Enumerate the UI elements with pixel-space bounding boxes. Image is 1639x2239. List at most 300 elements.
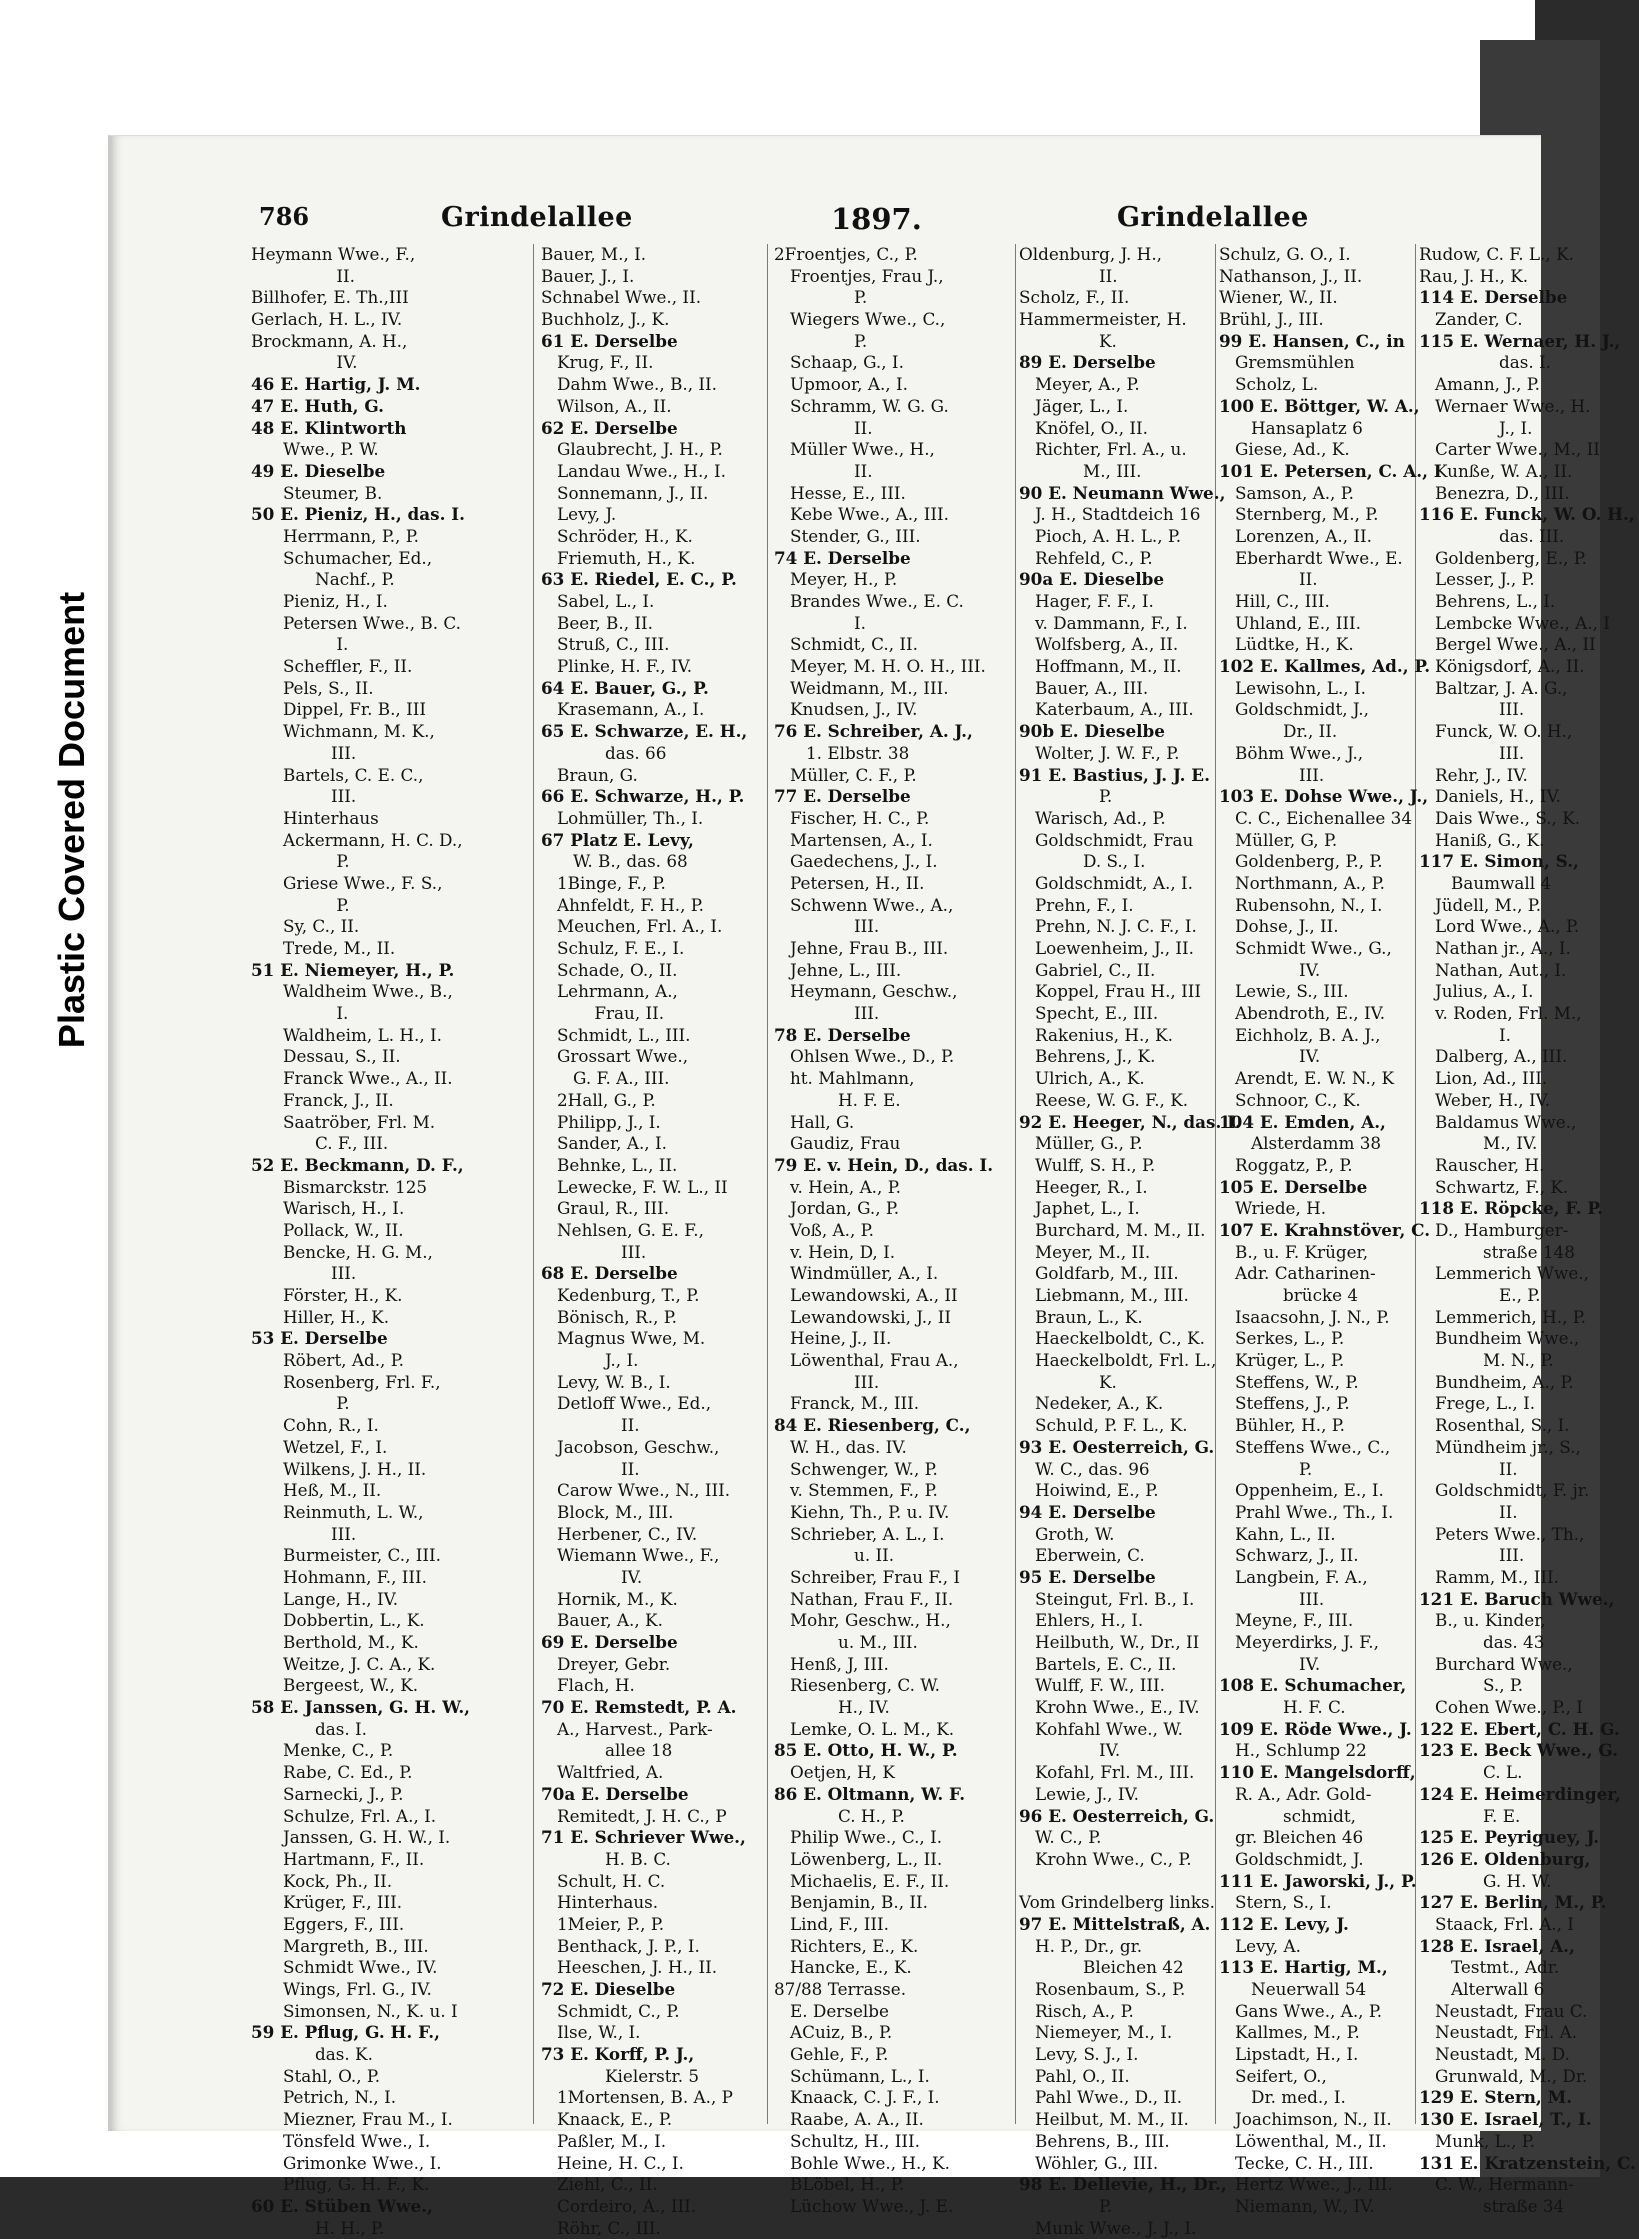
directory-entry: II. bbox=[774, 417, 873, 438]
directory-entry: Henß, J, III. bbox=[774, 1653, 889, 1674]
directory-entry: Amann, J., P. bbox=[1419, 374, 1540, 395]
directory-entry: H., IV. bbox=[774, 1697, 890, 1718]
directory-entry: 62 E. Derselbe bbox=[541, 417, 678, 438]
directory-entry: Förster, H., K. bbox=[251, 1285, 403, 1305]
directory-entry: Testmt., Adr. bbox=[1419, 1957, 1560, 1978]
directory-entry: Sarnecki, J., P. bbox=[251, 1783, 404, 1804]
directory-entry: Wulff, S. H., P. bbox=[1019, 1154, 1156, 1175]
directory-entry: Hansaplatz 6 bbox=[1219, 417, 1363, 438]
directory-entry: Gabriel, C., II. bbox=[1019, 959, 1156, 980]
directory-entry: Loewenheim, J., II. bbox=[1019, 938, 1194, 958]
directory-entry: Goldschmidt, F. jr. bbox=[1419, 1480, 1590, 1501]
directory-entry: Krug, F., II. bbox=[541, 352, 654, 373]
directory-entry: 126 E. Oldenburg, bbox=[1419, 1848, 1591, 1869]
directory-entry: 117 E. Simon, S., bbox=[1419, 851, 1579, 872]
directory-entry: Grunwald, M., Dr. bbox=[1419, 2065, 1588, 2086]
directory-entry: 1Meier, P., P. bbox=[541, 1913, 665, 1934]
directory-entry: Jüdell, M., P. bbox=[1419, 894, 1542, 915]
directory-entry: Wilkens, J. H., II. bbox=[251, 1458, 427, 1479]
directory-entry: Wichmann, M. K., bbox=[251, 721, 435, 742]
directory-entry: 61 E. Derselbe bbox=[541, 330, 678, 351]
directory-entry: I. bbox=[251, 1003, 349, 1024]
directory-entry: Paßler, M., I. bbox=[541, 2130, 667, 2151]
directory-entry: 125 E. Peyriguey, J. bbox=[1419, 1827, 1600, 1848]
directory-column-3 bbox=[774, 244, 1014, 2216]
directory-entry: Behrens, J., K. bbox=[1019, 1046, 1156, 1067]
directory-entry: brücke 4 bbox=[1219, 1285, 1359, 1305]
column-divider bbox=[1015, 244, 1016, 2124]
directory-entry: Nathanson, J., II. bbox=[1219, 265, 1363, 286]
directory-column-2 bbox=[541, 244, 761, 2238]
directory-entry: 124 E. Heimerdinger, bbox=[1419, 1783, 1621, 1804]
directory-entry: Wings, Frl. G., IV. bbox=[251, 1979, 432, 1999]
directory-entry: Koppel, Frau H., III bbox=[1019, 981, 1201, 1002]
street-heading-right: Grindelallee bbox=[1117, 202, 1309, 233]
directory-entry: 127 E. Berlin, M., P. bbox=[1419, 1892, 1607, 1913]
directory-entry: 65 E. Schwarze, E. H., bbox=[541, 721, 748, 742]
directory-entry: Schramm, W. G. G. bbox=[774, 395, 949, 416]
directory-entry: Sternberg, M., P. bbox=[1219, 504, 1379, 525]
directory-entry: Michaelis, E. F., II. bbox=[774, 1870, 950, 1891]
directory-entry: Lemmerich Wwe., bbox=[1419, 1263, 1589, 1284]
directory-entry: Waltfried, A. bbox=[541, 1762, 664, 1783]
directory-entry: Staack, Frl. A., I bbox=[1419, 1913, 1574, 1934]
directory-entry: straße 148 bbox=[1419, 1241, 1575, 1262]
directory-entry: I. bbox=[774, 612, 866, 633]
directory-entry: Steffens Wwe., C., bbox=[1219, 1436, 1391, 1457]
directory-entry: Eberwein, C. bbox=[1019, 1545, 1145, 1566]
directory-entry: P. bbox=[1019, 2195, 1113, 2216]
document-page bbox=[108, 135, 1636, 2238]
directory-entry: v. Dammann, F., I. bbox=[1019, 612, 1188, 633]
directory-entry: 2Froentjes, C., P. bbox=[774, 244, 918, 264]
directory-entry: Seifert, O., bbox=[1219, 2065, 1327, 2086]
directory-entry: Bauer, J., I. bbox=[541, 265, 635, 286]
directory-entry: 72 E. Dieselbe bbox=[541, 1979, 676, 1999]
directory-entry: Buchholz, J., K. bbox=[541, 309, 670, 330]
directory-entry: 118 E. Röpcke, F. P. bbox=[1419, 1198, 1604, 1219]
directory-entry: Behnke, L., II. bbox=[541, 1154, 678, 1175]
directory-entry: Levy, J. bbox=[541, 504, 617, 525]
directory-entry: W. C., P. bbox=[1019, 1827, 1102, 1848]
directory-entry: III. bbox=[774, 1003, 880, 1024]
directory-entry: 104 E. Emden, A., bbox=[1219, 1111, 1386, 1132]
directory-entry: H. P., Dr., gr. bbox=[1019, 1935, 1143, 1956]
directory-entry: Heine, J., II. bbox=[774, 1328, 892, 1349]
directory-entry: Risch, A., P. bbox=[1019, 2000, 1134, 2021]
directory-entry: Remitedt, J. H. C., P bbox=[541, 1805, 727, 1826]
directory-entry: Beer, B., II. bbox=[541, 612, 653, 633]
directory-entry: Prahl Wwe., Th., I. bbox=[1219, 1501, 1394, 1522]
directory-entry: Philipp, J., I. bbox=[541, 1111, 661, 1132]
directory-entry: Baumwall 4 bbox=[1419, 872, 1552, 893]
directory-entry: Meyne, F., III. bbox=[1219, 1610, 1354, 1631]
directory-entry: Trede, M., II. bbox=[251, 938, 396, 958]
directory-entry: Hesse, E., III. bbox=[774, 482, 906, 503]
directory-column-6 bbox=[1419, 244, 1639, 2216]
directory-entry: 92 E. Heeger, N., das. I. bbox=[1019, 1111, 1241, 1132]
directory-entry: Grossart Wwe., bbox=[541, 1046, 689, 1067]
directory-entry: 58 E. Janssen, G. H. W., bbox=[251, 1697, 471, 1718]
page-number: 786 bbox=[259, 202, 310, 231]
directory-entry: 90 E. Neumann Wwe., bbox=[1019, 482, 1226, 503]
directory-entry: Ramm, M., III. bbox=[1419, 1566, 1559, 1587]
directory-entry: das. III. bbox=[1419, 525, 1565, 546]
directory-entry: Röhr, C., III. bbox=[541, 2217, 661, 2238]
directory-entry: 90b E. Dieselbe bbox=[1019, 721, 1165, 742]
directory-entry: 86 E. Oltmann, W. F. bbox=[774, 1783, 966, 1804]
directory-entry: Rosenberg, Frl. F., bbox=[251, 1371, 441, 1392]
directory-entry: Müller, G, P. bbox=[1219, 829, 1338, 850]
directory-entry: Cohn, R., I. bbox=[251, 1415, 379, 1436]
directory-entry: 91 E. Bastius, J. J. E. bbox=[1019, 764, 1210, 785]
directory-entry: Lüdtke, H., K. bbox=[1219, 634, 1354, 655]
directory-entry: Munk, L., P. bbox=[1419, 2130, 1536, 2151]
directory-entry: Cordeiro, A., III. bbox=[541, 2195, 697, 2216]
directory-entry: Eichholz, B. A. J., bbox=[1219, 1024, 1381, 1045]
directory-entry bbox=[1019, 1871, 1219, 1893]
directory-entry: Lange, H., IV. bbox=[251, 1588, 399, 1609]
directory-entry: Königsdorf, A., II. bbox=[1419, 656, 1585, 677]
directory-entry: Bismarckstr. 125 bbox=[251, 1176, 428, 1197]
directory-entry: Northmann, A., P. bbox=[1219, 872, 1385, 893]
directory-entry: Benthack, J. P., I. bbox=[541, 1935, 700, 1956]
directory-entry: C. W., Hermann- bbox=[1419, 2174, 1575, 2195]
directory-entry: Kedenburg, T., P. bbox=[541, 1285, 700, 1305]
directory-entry: Frau, II. bbox=[541, 1003, 665, 1024]
directory-entry: Jehne, L., III. bbox=[774, 959, 902, 980]
directory-entry: Gaedechens, J., I. bbox=[774, 851, 938, 872]
directory-entry: Benjamin, B., II. bbox=[774, 1892, 928, 1913]
directory-entry: Menke, C., P. bbox=[251, 1740, 394, 1761]
directory-entry: 116 E. Funck, W. O. H., bbox=[1419, 504, 1635, 525]
directory-entry: Prehn, N. J. C. F., I. bbox=[1019, 916, 1197, 937]
directory-entry: Krohn Wwe., C., P. bbox=[1019, 1848, 1192, 1869]
directory-entry: Behrens, L., I. bbox=[1419, 591, 1556, 611]
directory-entry: D. S., I. bbox=[1019, 851, 1146, 872]
directory-entry: Schmidt Wwe., IV. bbox=[251, 1957, 438, 1978]
directory-entry: Brandes Wwe., E. C. bbox=[774, 591, 964, 611]
directory-entry: Bartels, C. E. C., bbox=[251, 764, 424, 785]
directory-entry: Steumer, B. bbox=[251, 482, 383, 503]
directory-entry: 129 E. Stern, M. bbox=[1419, 2087, 1573, 2108]
directory-entry: Goldschmidt, J., bbox=[1219, 699, 1369, 720]
directory-entry: 107 E. Krahnstöver, C. bbox=[1219, 1219, 1431, 1240]
directory-entry: F. E. bbox=[1419, 1805, 1521, 1826]
directory-entry: Gremsmühlen bbox=[1219, 352, 1355, 373]
directory-entry: H. F. E. bbox=[774, 1089, 901, 1110]
directory-entry: allee 18 bbox=[541, 1740, 673, 1761]
directory-entry: Bleichen 42 bbox=[1019, 1957, 1184, 1978]
directory-entry: Hartmann, F., II. bbox=[251, 1848, 425, 1869]
directory-entry: 105 E. Derselbe bbox=[1219, 1176, 1368, 1197]
directory-entry: Lewie, J., IV. bbox=[1019, 1783, 1139, 1804]
directory-entry: Bönisch, R., P. bbox=[541, 1306, 677, 1327]
directory-entry: Rabe, C. Ed., P. bbox=[251, 1762, 413, 1783]
directory-entry: Martensen, A., I. bbox=[774, 829, 933, 850]
directory-entry: III. bbox=[541, 1241, 647, 1262]
directory-entry: Dobbertin, L., K. bbox=[251, 1610, 425, 1631]
directory-entry: 94 E. Derselbe bbox=[1019, 1501, 1156, 1522]
directory-entry: Funck, W. O. H., bbox=[1419, 721, 1573, 742]
directory-entry: Dr. med., I. bbox=[1219, 2087, 1346, 2108]
directory-entry: Löwenthal, Frau A., bbox=[774, 1350, 959, 1371]
directory-entry: Schwenger, W., P. bbox=[774, 1458, 938, 1479]
directory-entry: IV. bbox=[541, 1566, 643, 1587]
directory-entry: III. bbox=[774, 916, 880, 937]
directory-entry: Bergeest, W., K. bbox=[251, 1675, 419, 1696]
directory-entry: 123 E. Beck Wwe., G. bbox=[1419, 1740, 1618, 1761]
directory-entry: Riesenberg, C. W. bbox=[774, 1675, 940, 1696]
directory-entry: Hertz Wwe., J., III. bbox=[1219, 2174, 1393, 2195]
directory-entry: das. 66 bbox=[541, 742, 667, 763]
directory-entry: 50 E. Pieniz, H., das. I. bbox=[251, 504, 465, 525]
directory-entry: Knöfel, O., II. bbox=[1019, 417, 1148, 438]
directory-entry: Schultz, H., III. bbox=[774, 2130, 920, 2151]
directory-entry: W. C., das. 96 bbox=[1019, 1458, 1150, 1479]
street-heading-left: Grindelallee bbox=[441, 202, 633, 233]
directory-entry: 60 E. Stüben Wwe., bbox=[251, 2195, 433, 2216]
directory-entry: Struß, C., III. bbox=[541, 634, 670, 655]
directory-entry: Reese, W. G. F., K. bbox=[1019, 1089, 1189, 1110]
directory-entry: Isaacsohn, J. N., P. bbox=[1219, 1306, 1390, 1327]
directory-entry: Roggatz, P., P. bbox=[1219, 1154, 1353, 1175]
directory-entry: Braun, G. bbox=[541, 764, 638, 785]
directory-entry: Schwenn Wwe., A., bbox=[774, 894, 954, 915]
directory-entry: das. 43 bbox=[1419, 1632, 1545, 1652]
directory-entry: Burmeister, C., III. bbox=[251, 1545, 441, 1566]
directory-entry: M., III. bbox=[1019, 460, 1142, 481]
directory-entry: 71 E. Schriever Wwe., bbox=[541, 1827, 746, 1848]
directory-entry: 77 E. Derselbe bbox=[774, 786, 911, 807]
directory-entry: Margreth, B., III. bbox=[251, 1935, 429, 1956]
directory-entry: Schümann, L., I. bbox=[774, 2065, 930, 2086]
directory-entry: Kielerstr. 5 bbox=[541, 2065, 700, 2086]
directory-entry: Lind, F., III. bbox=[774, 1913, 889, 1934]
directory-entry: Krüger, F., III. bbox=[251, 1892, 403, 1913]
directory-entry: 66 E. Schwarze, H., P. bbox=[541, 786, 745, 807]
directory-entry: Bartels, E. C., II. bbox=[1019, 1653, 1177, 1674]
directory-entry: Schmidt, C., P. bbox=[541, 2000, 680, 2021]
directory-entry: Goldschmidt, J. bbox=[1219, 1848, 1364, 1869]
directory-entry: B., u. F. Krüger, bbox=[1219, 1241, 1369, 1262]
directory-entry: Wriede, H. bbox=[1219, 1198, 1327, 1219]
directory-entry: Richter, Frl. A., u. bbox=[1019, 439, 1187, 460]
directory-entry: Rosenbaum, S., P. bbox=[1019, 1979, 1186, 1999]
directory-entry: D., Hamburger- bbox=[1419, 1219, 1569, 1240]
directory-entry: Franck, J., II. bbox=[251, 1089, 394, 1110]
directory-entry: Lorenzen, A., II. bbox=[1219, 525, 1372, 546]
directory-entry: 103 E. Dohse Wwe., J., bbox=[1219, 786, 1429, 807]
directory-entry: IV. bbox=[1219, 959, 1321, 980]
directory-entry: Raabe, A. A., II. bbox=[774, 2109, 924, 2130]
directory-entry: Goldschmidt, A., I. bbox=[1019, 872, 1193, 893]
directory-entry: 74 E. Derselbe bbox=[774, 547, 911, 568]
directory-entry: Rosenthal, S., I. bbox=[1419, 1415, 1570, 1436]
directory-entry: Lemke, O. L. M., K. bbox=[774, 1718, 955, 1739]
page-content bbox=[119, 136, 1636, 2238]
directory-entry: W. H., das. IV. bbox=[774, 1436, 907, 1457]
directory-entry: 130 E. Israel, T., I. bbox=[1419, 2109, 1592, 2130]
directory-entry: Bundheim Wwe., bbox=[1419, 1328, 1580, 1349]
directory-entry: P. bbox=[1219, 1458, 1313, 1479]
directory-entry: Baldamus Wwe., bbox=[1419, 1111, 1577, 1132]
directory-entry: IV. bbox=[251, 352, 358, 373]
directory-entry: 98 E. Dellevie, H., Dr., bbox=[1019, 2174, 1227, 2195]
directory-entry: Munk Wwe., J. J., I. bbox=[1019, 2217, 1197, 2238]
directory-entry: Windmüller, A., I. bbox=[774, 1263, 939, 1284]
directory-entry: Kallmes, M., P. bbox=[1219, 2022, 1360, 2043]
directory-entry: Levy, A. bbox=[1219, 1935, 1301, 1956]
directory-entry: B., u. Kinder, bbox=[1419, 1610, 1546, 1631]
directory-entry: Heilbuth, W., Dr., II bbox=[1019, 1632, 1200, 1652]
directory-entry: Heeger, R., I. bbox=[1019, 1176, 1148, 1197]
directory-entry: Löwenberg, L., II. bbox=[774, 1848, 943, 1869]
directory-entry: 128 E. Israel, A., bbox=[1419, 1935, 1575, 1956]
directory-entry: 113 E. Hartig, M., bbox=[1219, 1957, 1388, 1978]
directory-entry: Lohmüller, Th., I. bbox=[541, 807, 704, 828]
directory-entry: J. H., Stadtdeich 16 bbox=[1019, 504, 1201, 525]
directory-entry: Hornik, M., K. bbox=[541, 1588, 678, 1609]
directory-entry: Bauer, M., I. bbox=[541, 244, 647, 264]
directory-entry: Neustadt, Frl. A. bbox=[1419, 2022, 1578, 2043]
directory-entry: III. bbox=[1419, 742, 1525, 763]
directory-entry: 70 E. Remstedt, P. A. bbox=[541, 1697, 737, 1718]
directory-entry: Wwe., P. W. bbox=[251, 439, 379, 460]
directory-entry: Neustadt, Frau C. bbox=[1419, 2000, 1588, 2021]
directory-entry: Meyer, A., P. bbox=[1019, 374, 1140, 395]
directory-entry: Groth, W. bbox=[1019, 1523, 1115, 1544]
directory-entry: Rau, J. H., K. bbox=[1419, 265, 1529, 286]
directory-entry: 89 E. Derselbe bbox=[1019, 352, 1156, 373]
directory-entry: Alterwall 6 bbox=[1419, 1979, 1545, 1999]
directory-entry: Ilse, W., I. bbox=[541, 2022, 641, 2043]
directory-entry: u. M., III. bbox=[774, 1632, 918, 1652]
directory-entry: Heymann Wwe., F., bbox=[251, 244, 416, 264]
directory-entry: Meyer, H., P. bbox=[774, 569, 898, 590]
directory-entry: Ohlsen Wwe., D., P. bbox=[774, 1046, 955, 1067]
directory-entry: Voß, A., P. bbox=[774, 1219, 874, 1240]
directory-entry: Knudsen, J., IV. bbox=[774, 699, 918, 720]
directory-entry: Baltzar, J. A. G., bbox=[1419, 677, 1568, 698]
directory-entry: Schröder, H., K. bbox=[541, 525, 693, 546]
directory-entry: Wilson, A., II. bbox=[541, 395, 672, 416]
directory-entry: Hancke, E., K. bbox=[774, 1957, 912, 1978]
directory-entry: Alsterdamm 38 bbox=[1219, 1133, 1382, 1154]
directory-entry: Heymann, Geschw., bbox=[774, 981, 958, 1002]
directory-entry: v. Roden, Frl. M., bbox=[1419, 1003, 1582, 1024]
directory-entry: Scheffler, F., II. bbox=[251, 656, 413, 677]
directory-entry: J., I. bbox=[1419, 417, 1533, 438]
directory-entry: Heß, M., II. bbox=[251, 1480, 382, 1501]
directory-entry: Lesser, J., P. bbox=[1419, 569, 1535, 590]
directory-entry: Bundheim, A., P. bbox=[1419, 1371, 1574, 1392]
directory-entry: Meyer, M. H. O. H., III. bbox=[774, 656, 986, 677]
directory-entry: Pahl, O., II. bbox=[1019, 2065, 1130, 2086]
directory-entry: Weidmann, M., III. bbox=[774, 677, 949, 698]
directory-entry: Böhm Wwe., J., bbox=[1219, 742, 1364, 763]
directory-entry: Carow Wwe., N., III. bbox=[541, 1480, 731, 1501]
directory-entry: Burchard, M. M., II. bbox=[1019, 1219, 1206, 1240]
directory-entry: P. bbox=[251, 894, 350, 915]
directory-entry: 1. Elbstr. 38 bbox=[774, 742, 910, 763]
directory-entry: R. A., Adr. Gold- bbox=[1219, 1783, 1372, 1804]
directory-entry: Zander, C. bbox=[1419, 309, 1523, 330]
directory-entry: Pollack, W., II. bbox=[251, 1219, 404, 1240]
directory-entry: III. bbox=[251, 742, 357, 763]
directory-entry: Haeckelboldt, Frl. L., bbox=[1019, 1350, 1217, 1371]
column-divider bbox=[767, 244, 768, 2124]
directory-entry: Bühler, H., P. bbox=[1219, 1415, 1345, 1436]
directory-entry: Abendroth, E., IV. bbox=[1219, 1003, 1386, 1024]
directory-entry: Burchard Wwe., bbox=[1419, 1653, 1573, 1674]
directory-entry: 67 Platz E. Levy, bbox=[541, 829, 694, 850]
directory-entry: Gehle, F., P. bbox=[774, 2044, 889, 2065]
directory-entry: Goldenberg, E., P. bbox=[1419, 547, 1587, 568]
directory-entry: Meuchen, Frl. A., I. bbox=[541, 916, 723, 937]
directory-entry: M. N., P. bbox=[1419, 1350, 1554, 1371]
directory-entry: schmidt, bbox=[1219, 1805, 1356, 1826]
directory-entry: I. bbox=[1419, 1024, 1511, 1045]
directory-entry: Ehlers, H., I. bbox=[1019, 1610, 1144, 1631]
directory-entry: Niemann, W., IV. bbox=[1219, 2195, 1375, 2216]
directory-entry: Bergel Wwe., A., II bbox=[1419, 634, 1596, 655]
directory-entry: straße 34 bbox=[1419, 2195, 1565, 2216]
directory-entry: Müller, G., P. bbox=[1019, 1133, 1143, 1154]
directory-entry: Wiemann Wwe., F., bbox=[541, 1545, 720, 1566]
directory-entry: II. bbox=[541, 1415, 640, 1436]
directory-entry: Vom Grindelberg links. bbox=[1019, 1892, 1215, 1913]
directory-entry: Müller, C. F., P. bbox=[774, 764, 917, 785]
directory-entry: 70a E. Derselbe bbox=[541, 1783, 689, 1804]
directory-entry: IV. bbox=[1019, 1740, 1121, 1761]
directory-entry: Wulff, F. W., III. bbox=[1019, 1675, 1165, 1696]
directory-entry: 131 E. Kratzenstein, C. bbox=[1419, 2152, 1636, 2173]
directory-entry: 64 E. Bauer, G., P. bbox=[541, 677, 709, 698]
directory-entry: 47 E. Huth, G. bbox=[251, 395, 384, 416]
directory-entry: 1Binge, F., P. bbox=[541, 872, 666, 893]
directory-entry: Herrmann, P., P. bbox=[251, 525, 419, 546]
directory-entry: Richters, E., K. bbox=[774, 1935, 919, 1956]
directory-entry: Schade, O., II. bbox=[541, 959, 678, 980]
directory-entry: Neustadt, M. D. bbox=[1419, 2044, 1570, 2065]
directory-entry: 100 E. Böttger, W. A., bbox=[1219, 395, 1420, 416]
directory-entry: Rehr, J., IV. bbox=[1419, 764, 1528, 785]
directory-entry: Steffens, J., P. bbox=[1219, 1393, 1350, 1414]
directory-entry: Röbert, Ad., P. bbox=[251, 1350, 404, 1371]
directory-entry: Schnoor, C., K. bbox=[1219, 1089, 1361, 1110]
directory-entry: Eggers, F., III. bbox=[251, 1913, 405, 1934]
directory-entry: 48 E. Klintworth bbox=[251, 417, 407, 438]
directory-entry: Hohmann, F., III. bbox=[251, 1566, 428, 1587]
directory-entry: 76 E. Schreiber, A. J., bbox=[774, 721, 973, 742]
directory-entry: Meyerdirks, J. F., bbox=[1219, 1632, 1379, 1652]
directory-entry: Krasemann, A., I. bbox=[541, 699, 705, 720]
directory-entry: BLöbel, H., P. bbox=[774, 2174, 905, 2195]
directory-entry: Wetzel, F., I. bbox=[251, 1436, 388, 1457]
directory-entry: Bencke, H. G. M., bbox=[251, 1241, 433, 1262]
directory-entry: 49 E. Dieselbe bbox=[251, 460, 386, 481]
directory-entry: Jehne, Frau B., III. bbox=[774, 938, 949, 958]
directory-entry: Dessau, S., II. bbox=[251, 1046, 401, 1067]
directory-entry: Schmidt, C., II. bbox=[774, 634, 918, 655]
directory-entry: Haeckelboldt, C., K. bbox=[1019, 1328, 1205, 1349]
directory-entry: Janssen, G. H. W., I. bbox=[251, 1827, 451, 1848]
directory-entry: Japhet, L., I. bbox=[1019, 1198, 1140, 1219]
directory-entry: Franck, M., III. bbox=[774, 1393, 920, 1414]
directory-entry: J., I. bbox=[541, 1350, 639, 1371]
directory-entry: Petrich, N., I. bbox=[251, 2087, 397, 2108]
